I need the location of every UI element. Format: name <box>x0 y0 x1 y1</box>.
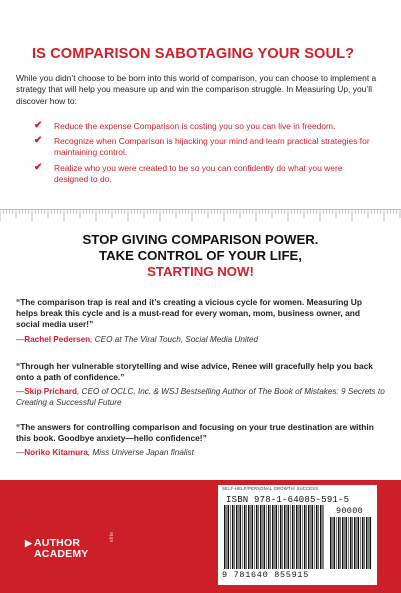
dash: — <box>16 387 25 397</box>
quote-text: “Through her vulnerable storytelling and wise advice, Renee will gracefully help you back onto a path of confidence.” <box>16 361 373 383</box>
list-item <box>34 121 374 132</box>
cta-line: TAKE CONTROL OF YOUR LIFE, <box>99 248 302 263</box>
dash: — <box>16 448 25 458</box>
quote-role: , Miss Universe Japan finalist <box>87 448 194 458</box>
dash: — <box>16 334 25 344</box>
endorsement-quote <box>16 297 386 345</box>
call-to-action <box>0 232 401 280</box>
book-category: SELF-HELP/PERSONAL GROWTH/ SUCCESS <box>222 486 319 491</box>
price-barcode-icon <box>330 517 372 569</box>
intro-paragraph: While you didn’t choose to be born into this world of comparison, you can choose to implement a strategy that will help you measure up and win the comparison struggle. In Measuring Up, you’ll discover how to: <box>16 73 377 106</box>
barcode-panel <box>218 485 377 585</box>
checkmark-icon: ✔ <box>34 135 43 147</box>
benefit-text: Realize who you were created to be so you can confidently do what you were designed to do. <box>54 162 343 184</box>
cta-line: STOP GIVING COMPARISON POWER. <box>82 232 319 247</box>
ruler-divider <box>0 209 401 222</box>
publisher-name-line2: ACADEMY <box>34 548 89 560</box>
quote-author: Noriko Kitamura <box>24 448 88 458</box>
list-item <box>34 136 374 158</box>
checkmark-icon: ✔ <box>34 161 43 173</box>
list-item <box>34 163 374 185</box>
isbn-text: ISBN 978-1-64085-591-5 <box>226 495 350 505</box>
headline: IS COMPARISON SABOTAGING YOUR SOUL? <box>32 46 355 62</box>
quote-attribution <box>16 334 386 345</box>
endorsement-quote <box>16 422 386 458</box>
quote-author: Rachel Pedersen <box>24 334 91 344</box>
price-code: 90000 <box>336 506 364 516</box>
quote-attribution <box>16 386 386 408</box>
quote-attribution <box>16 447 386 458</box>
publisher-tag: elite <box>109 531 115 542</box>
publisher-logo <box>25 531 115 560</box>
quote-author: Skip Prichard <box>24 387 77 397</box>
barcode-icon <box>224 505 324 569</box>
endorsement-quote <box>16 361 386 408</box>
publisher-name-line1: AUTHOR <box>34 537 81 549</box>
quote-role: , CEO of OCLC, Inc. & WSJ Bestselling Author of The Book of Mistakes: 9 Secrets to Creating a Successful Future <box>16 387 385 408</box>
benefit-text: Reduce the expense Comparison is costing you so you can live in freedom. <box>54 121 336 131</box>
cta-accent-line: STARTING NOW! <box>147 264 254 279</box>
benefit-list <box>34 121 374 189</box>
quote-role: , CEO at The Viral Touch, Social Media United <box>90 334 259 344</box>
quote-text: “The answers for controlling comparison and focusing on your true destination are within this book. Goodbye anxiety—hello confidence!” <box>16 422 374 444</box>
benefit-text: Recognize when Comparison is hijacking your mind and learn practical strategies for maintaining control. <box>54 136 370 158</box>
quote-text: “The comparison trap is real and it’s creating a vicious cycle for women. Measuring Up helps break this cycle and is a must-read for every woman, mom, business owner, and social media user!” <box>16 297 362 330</box>
arrow-icon: ▶ <box>25 538 33 548</box>
checkmark-icon: ✔ <box>34 120 43 131</box>
ean-digits: 9 781640 855915 <box>222 570 310 580</box>
